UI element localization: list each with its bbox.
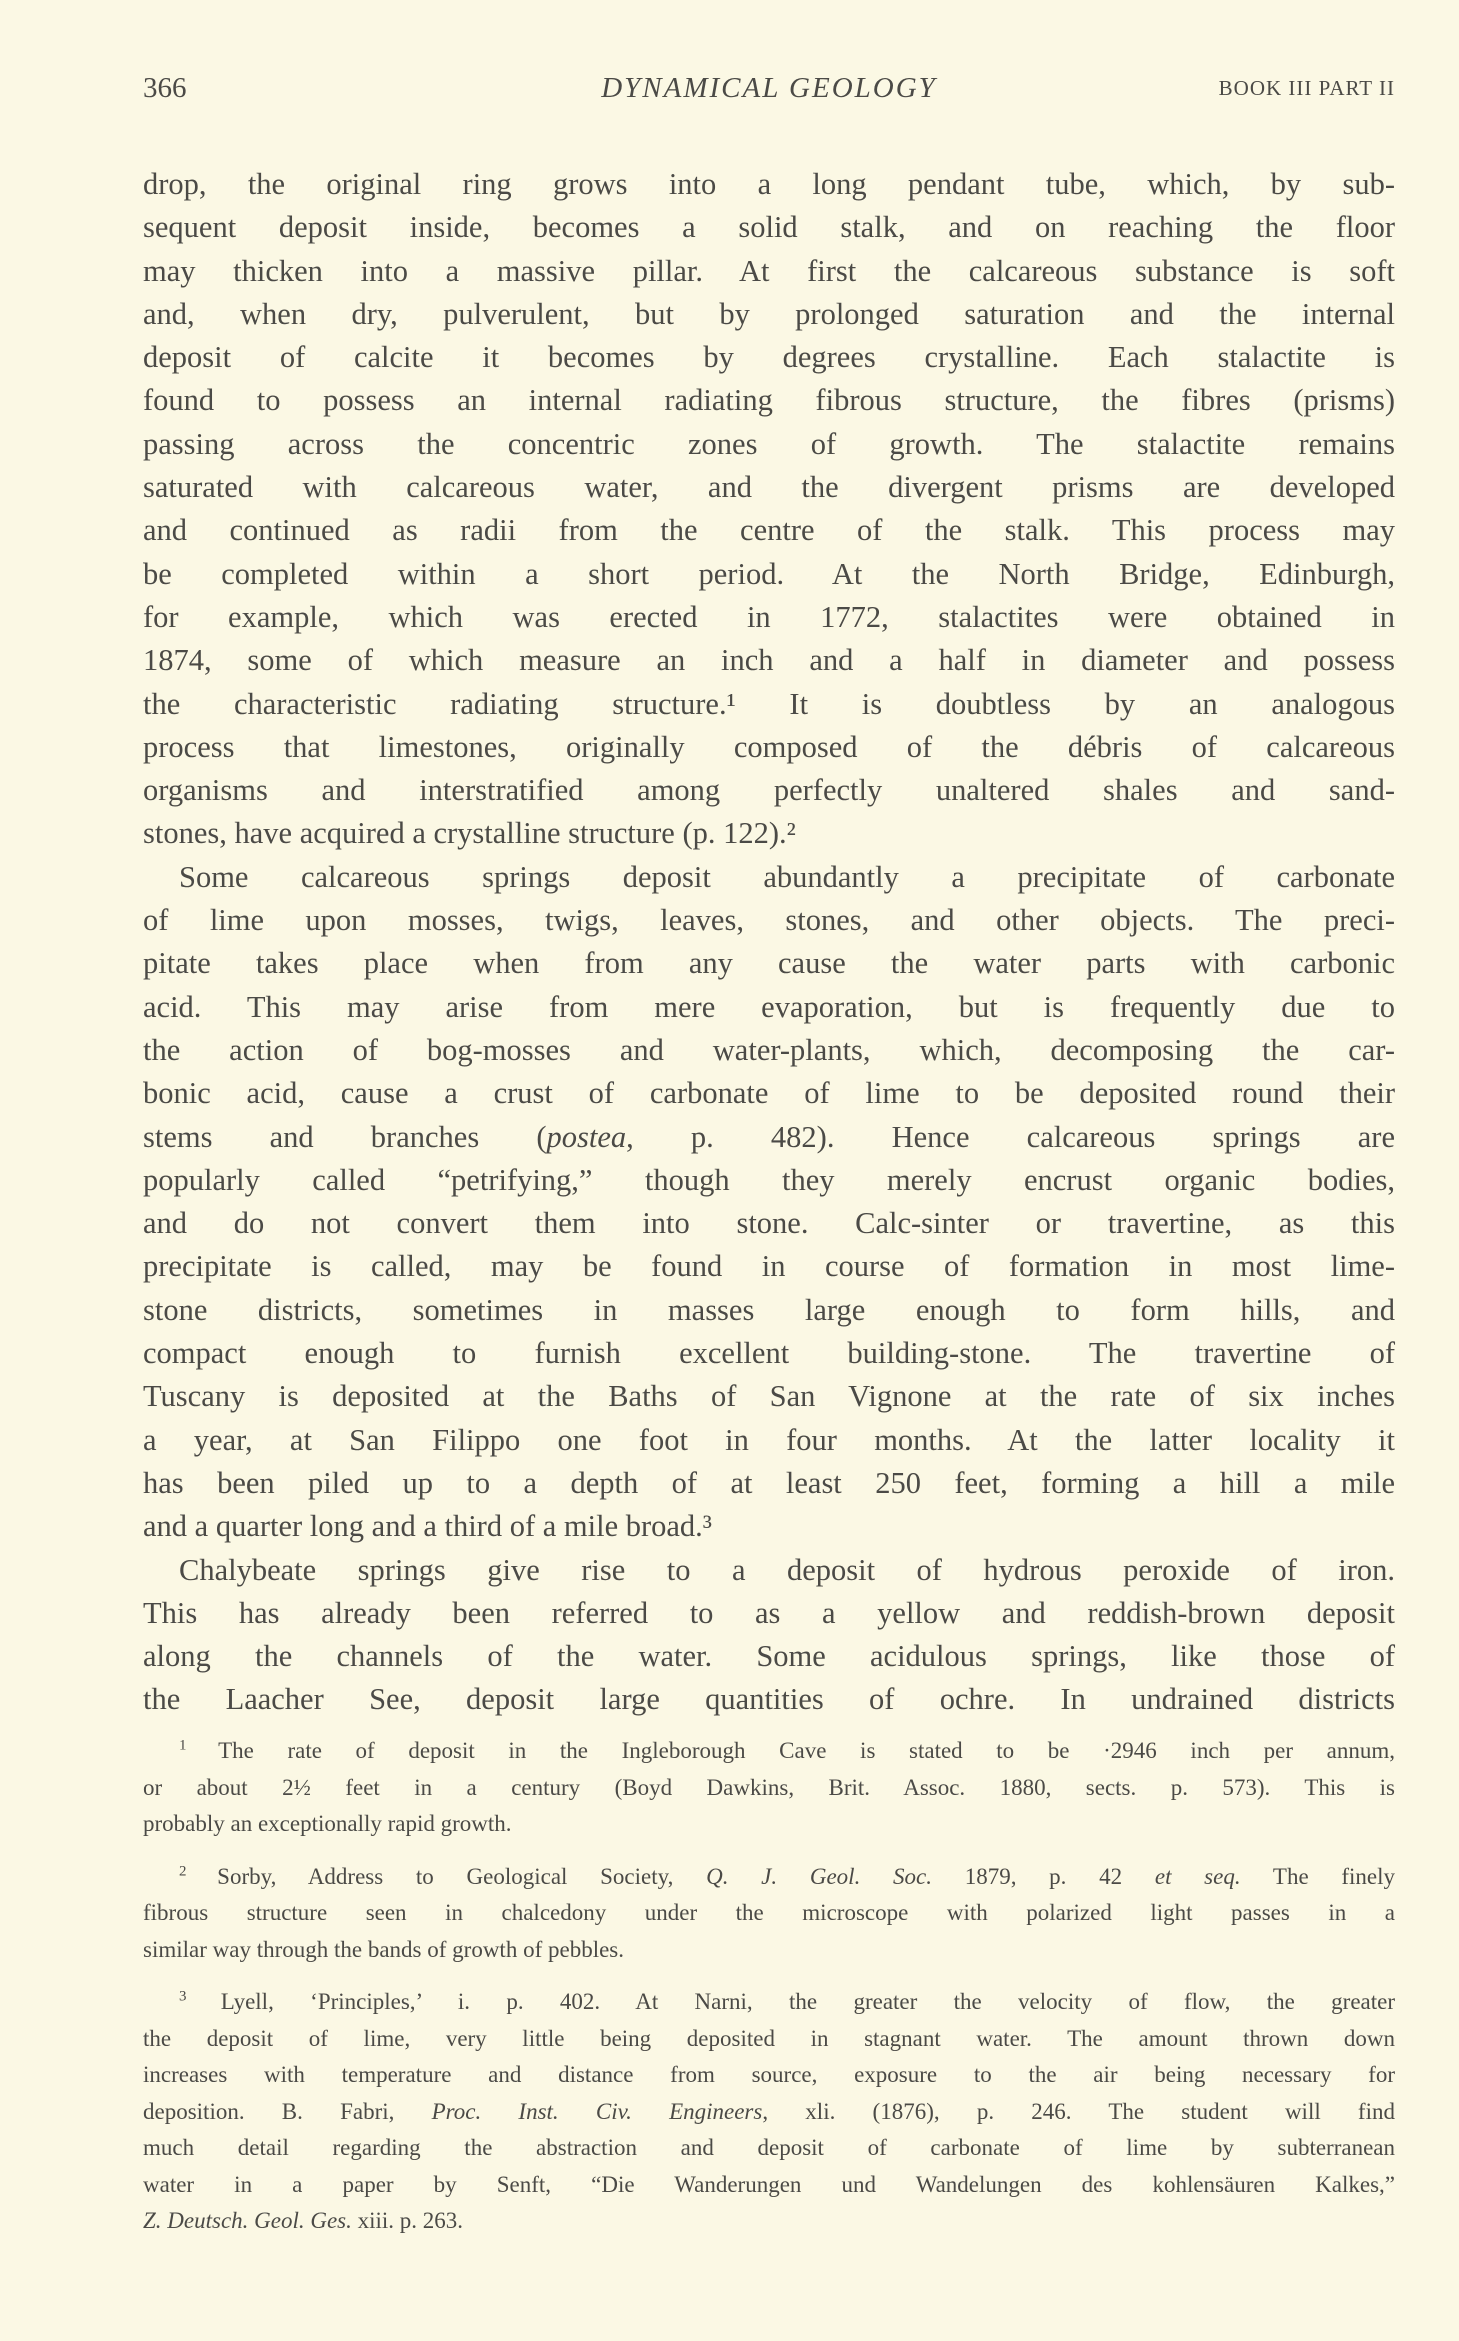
paragraph	[143, 856, 1395, 1549]
text-segment: Sorby, Address to Geological Society,	[217, 1863, 707, 1889]
text-segment: a year, at San Filippo one foot in four months. At the latter locality it	[143, 1422, 1395, 1457]
text-line	[143, 812, 1395, 855]
text-line	[143, 336, 1395, 379]
body-text	[143, 163, 1395, 1722]
footnote	[143, 1859, 1395, 1969]
text-line	[143, 2021, 1395, 2058]
text-segment: stones, have acquired a crystalline structure (p. 122).²	[143, 816, 796, 851]
text-line	[143, 639, 1395, 682]
text-line	[143, 1549, 1395, 1592]
text-line	[143, 2094, 1395, 2131]
text-segment: process that limestones, originally composed of the débris of calcareous	[143, 729, 1395, 764]
text-line	[143, 1678, 1395, 1721]
text-line	[143, 2057, 1395, 2094]
text-line	[143, 163, 1395, 206]
text-line	[143, 769, 1395, 812]
text-segment: and, when dry, pulverulent, but by prolonged saturation and the internal	[143, 296, 1395, 331]
text-line	[143, 423, 1395, 466]
text-segment: , xli. (1876), p. 246. The student will find	[762, 2098, 1395, 2124]
text-line	[143, 1245, 1395, 1288]
text-line	[143, 1505, 1395, 1548]
text-segment: or about 2½ feet in a century (Boyd Dawkins, Brit. Assoc. 1880, sects. p. 573). This is	[143, 1774, 1395, 1800]
text-segment: stems and branches (	[143, 1119, 547, 1154]
text-segment: the deposit of lime, very little being deposited in stagnant water. The amount thrown down	[143, 2025, 1395, 2051]
text-line	[143, 379, 1395, 422]
text-segment: popularly called “petrifying,” though they merely encrust organic bodies,	[143, 1162, 1395, 1197]
text-line	[143, 1029, 1395, 1072]
text-line	[143, 1159, 1395, 1202]
text-segment: sequent deposit inside, becomes a solid stalk, and on reaching the floor	[143, 210, 1395, 245]
text-line	[143, 1932, 1395, 1969]
paragraph	[143, 163, 1395, 856]
text-line	[143, 250, 1395, 293]
text-line	[143, 2203, 1395, 2240]
text-line	[143, 1806, 1395, 1843]
text-segment: Some calcareous springs deposit abundantly a precipitate of carbonate	[179, 859, 1395, 894]
text-segment: water in a paper by Senft, “Die Wanderungen und Wandelungen des kohlensäuren Kalkes,”	[143, 2171, 1395, 2197]
text-line	[143, 206, 1395, 249]
text-segment: and continued as radii from the centre of the stalk. This process may	[143, 513, 1395, 548]
page-number: 366	[143, 72, 187, 104]
italic-text: Proc. Inst. Civ. Engineers	[431, 2098, 763, 2124]
text-segment: may thicken into a massive pillar. At first the calcareous substance is soft	[143, 253, 1395, 288]
text-line	[143, 1895, 1395, 1932]
italic-text: et seq.	[1154, 1863, 1241, 1889]
text-segment: the characteristic radiating structure.¹ It is doubtless by an analogous	[143, 686, 1395, 721]
text-line	[143, 553, 1395, 596]
text-segment: This has already been referred to as a yellow and reddish-brown deposit	[143, 1595, 1395, 1630]
text-line	[143, 1462, 1395, 1505]
text-line	[143, 596, 1395, 639]
text-segment: and do not convert them into stone. Calc-sinter or travertine, as this	[143, 1206, 1395, 1241]
text-segment: acid. This may arise from mere evaporation, but is frequently due to	[143, 989, 1395, 1024]
text-segment: of lime upon mosses, twigs, leaves, stones, and other objects. The preci-	[143, 903, 1395, 938]
text-segment: 1879, p. 42	[932, 1863, 1155, 1889]
text-line	[143, 1375, 1395, 1418]
text-segment: Chalybeate springs give rise to a deposit of hydrous peroxide of iron.	[179, 1552, 1395, 1587]
text-segment: xiii. p. 263.	[351, 2208, 464, 2233]
text-segment: the action of bog-mosses and water-plants, which, decomposing the car-	[143, 1032, 1395, 1067]
text-segment: saturated with calcareous water, and the divergent prisms are developed	[143, 470, 1395, 505]
text-line	[143, 1770, 1395, 1807]
text-line	[143, 726, 1395, 769]
text-segment: fibrous structure seen in chalcedony under the microscope with polarized light passes in a	[143, 1900, 1395, 1925]
text-segment: be completed within a short period. At the North Bridge, Edinburgh,	[143, 556, 1395, 591]
text-segment: deposition. B. Fabri,	[143, 2098, 432, 2124]
text-segment: much detail regarding the abstraction and deposit of carbonate of lime by subterranean	[143, 2135, 1395, 2160]
text-line	[143, 856, 1395, 899]
text-line	[143, 1733, 1395, 1770]
text-segment: for example, which was erected in 1772, stalactites were obtained in	[143, 599, 1395, 634]
text-line	[143, 1202, 1395, 1245]
text-line	[143, 1592, 1395, 1635]
text-line	[143, 2167, 1395, 2204]
text-segment: similar way through the bands of growth of pebbles.	[143, 1936, 624, 1962]
footnote	[143, 1733, 1395, 1843]
text-line	[143, 2130, 1395, 2167]
footnote-marker: 1	[179, 1737, 219, 1754]
text-segment: deposit of calcite it becomes by degrees crystalline. Each stalactite is	[143, 340, 1395, 375]
text-line	[143, 986, 1395, 1029]
text-segment: The rate of deposit in the Ingleborough Cave is stated to be ·2946 inch per annum,	[218, 1738, 1395, 1763]
footnote-marker: 3	[179, 1988, 221, 2005]
section-label: BOOK III PART II	[1218, 76, 1395, 100]
text-segment: found to possess an internal radiating fibrous structure, the fibres (prisms)	[143, 383, 1395, 418]
text-line	[143, 942, 1395, 985]
text-segment: probably an exceptionally rapid growth.	[143, 1811, 512, 1836]
text-segment: compact enough to furnish excellent building-stone. The travertine of	[143, 1336, 1395, 1371]
text-line	[143, 899, 1395, 942]
text-segment: the Laacher See, deposit large quantities of ochre. In undrained districts	[143, 1682, 1395, 1717]
text-line	[143, 1289, 1395, 1332]
footnote	[143, 1984, 1395, 2240]
text-segment: bonic acid, cause a crust of carbonate of lime to be deposited round their	[143, 1076, 1395, 1111]
running-header	[143, 72, 1395, 112]
running-title: DYNAMICAL GEOLOGY	[601, 72, 937, 104]
text-segment: and a quarter long and a third of a mile broad.³	[143, 1509, 712, 1544]
text-segment: organisms and interstratified among perfectly unaltered shales and sand-	[143, 773, 1395, 808]
text-line	[143, 509, 1395, 552]
text-segment: Tuscany is deposited at the Baths of San Vignone at the rate of six inches	[143, 1379, 1395, 1414]
italic-text: Q. J. Geol. Soc.	[706, 1863, 932, 1889]
text-segment: stone districts, sometimes in masses large enough to form hills, and	[143, 1292, 1395, 1327]
text-segment: Lyell, ‘Principles,’ i. p. 402. At Narni, the greater the velocity of flow, the greater	[220, 1989, 1396, 2014]
text-segment: increases with temperature and distance from source, exposure to the air being necessary for	[143, 2062, 1395, 2087]
italic-text: Z. Deutsch. Geol. Ges.	[143, 2208, 352, 2233]
text-line	[143, 1072, 1395, 1115]
text-line	[143, 466, 1395, 509]
text-line	[143, 683, 1395, 726]
text-segment: The finely	[1240, 1863, 1396, 1889]
text-segment: passing across the concentric zones of growth. The stalactite remains	[143, 426, 1395, 461]
text-line	[143, 1332, 1395, 1375]
text-segment: has been piled up to a depth of at least 250 feet, forming a hill a mile	[143, 1465, 1395, 1500]
text-segment: pitate takes place when from any cause the water parts with carbonic	[143, 946, 1395, 981]
italic-text: postea	[546, 1119, 627, 1154]
footnotes	[143, 1733, 1395, 2256]
text-segment: along the channels of the water. Some acidulous springs, like those of	[143, 1639, 1395, 1674]
footnote-marker: 2	[179, 1862, 218, 1879]
text-segment: precipitate is called, may be found in course of formation in most lime-	[143, 1249, 1395, 1284]
text-line	[143, 1859, 1395, 1896]
text-line	[143, 1635, 1395, 1678]
text-segment: drop, the original ring grows into a long pendant tube, which, by sub-	[143, 167, 1395, 201]
text-line	[143, 293, 1395, 336]
text-line	[143, 1984, 1395, 2021]
text-segment: 1874, some of which measure an inch and a half in diameter and possess	[143, 643, 1395, 678]
text-line	[143, 1116, 1395, 1159]
text-segment: , p. 482). Hence calcareous springs are	[626, 1119, 1395, 1154]
text-line	[143, 1419, 1395, 1462]
paragraph	[143, 1549, 1395, 1722]
